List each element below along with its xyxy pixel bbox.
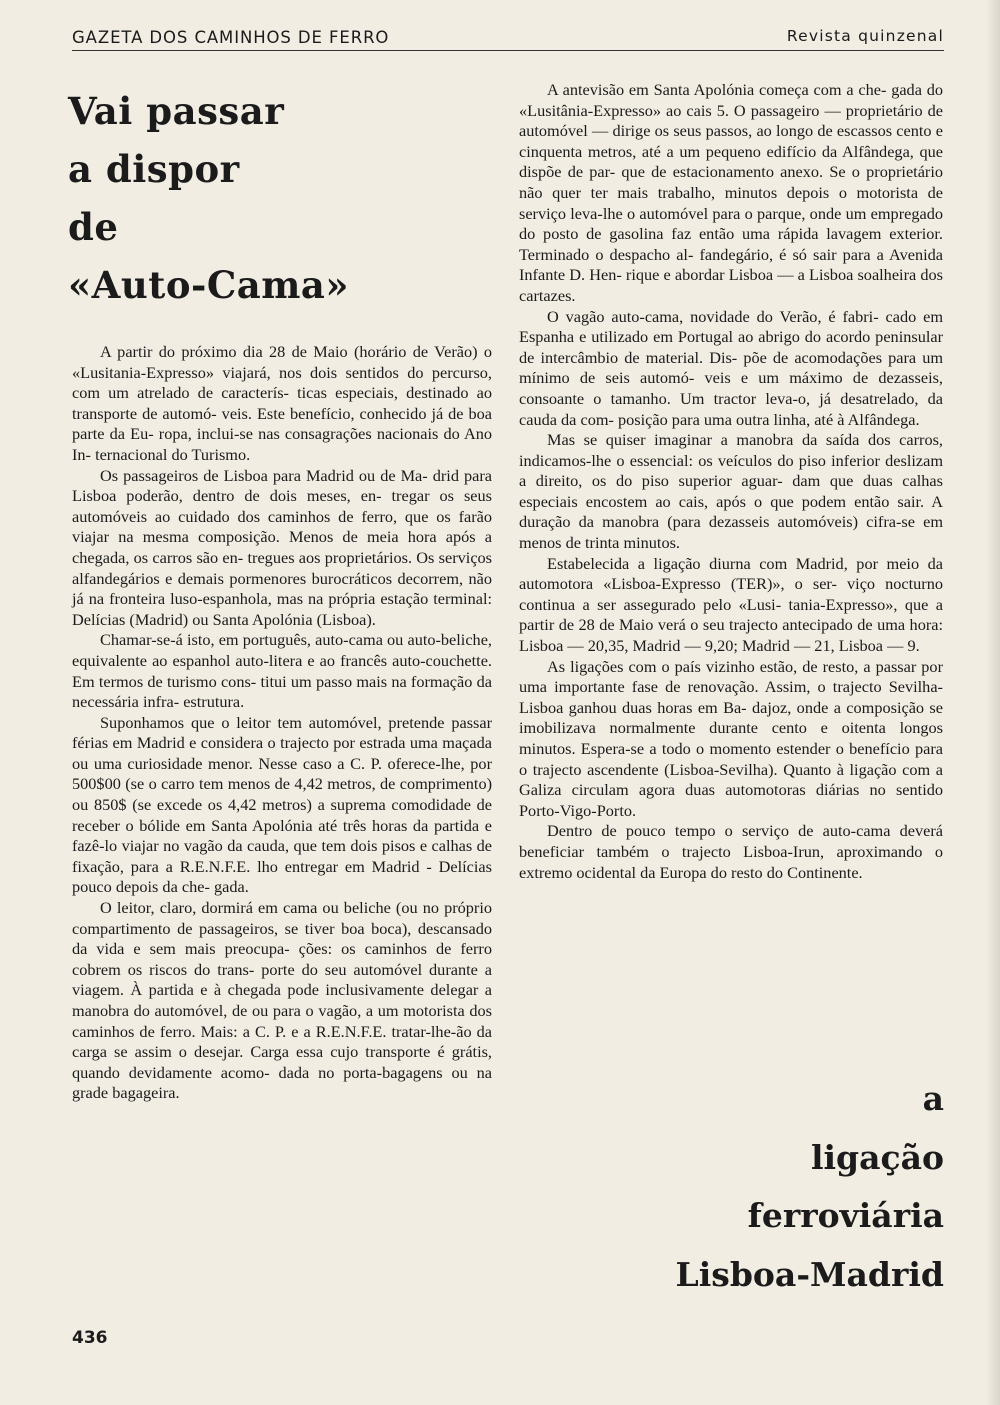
text-line: minutos. [623,533,680,553]
text-line: tregues aos proprietários. Os serviços alfandegários [72,547,493,588]
title-line: de [68,205,119,249]
text-line: drid para Lisboa poderão, dentro de dois meses, en- [72,465,493,506]
text-line: entregar em Madrid - Delícias pouco depois da che- [72,856,492,897]
text-line: e à chegada pode inclusivamente delegar a manobra [72,980,492,1020]
text-line: fandegário, é só sair para a Avenida Infante D. Hen- [519,244,943,285]
text-line: carros, indicamos-lhe o essencial: os veículos do piso [519,430,943,470]
text-line: ticas especiais, destinado ao transporte de automó- [72,383,492,423]
text-line: veis. Este benefício, conhecido já de boa parte da Eu- [72,403,493,444]
text-line: Dentro de pouco tempo o serviço de auto-cama [547,821,891,841]
text-line: O leitor, claro, dormirá em cama ou beliche (ou [100,898,418,918]
text-line: Os passageiros de Lisboa para Madrid ou de Ma- [100,465,428,485]
text-line: Chamar-se-á isto, em português, auto-cama ou [100,630,404,650]
text-line: O vagão auto-cama, novidade do Verão, é fabri- [547,306,879,326]
text-line: todo o momento estender o benefício para o trajecto [519,739,943,779]
text-line: (se excede os 4,42 metros) a suprema comodidade de [132,795,492,815]
text-line: rique e abordar Lisboa — a Lisboa soalheira dos [625,265,943,285]
text-line: Verão) o «Lusitania-Expresso» viajará, nos dois [72,342,493,382]
text-line: tratar-lhe-ão da carga se assim o desejar. Carga essa [72,1021,492,1062]
left-text-column [72,342,492,1104]
paragraph [72,342,492,466]
article-subtitle [564,1070,944,1304]
text-line: do acordo peninsular de intercâmbio de material. Dis- [519,327,944,367]
text-line: o trajecto Sevilha-Lisboa ganhou duas horas em Ba- [519,677,943,717]
text-line: titui um passo mais na formação da necessária infra- [72,671,492,712]
text-line: a Galiza circulam agora duas automotoras diárias [519,759,943,800]
text-line: inferior deslizam a direito, os do piso superior aguar- [519,450,943,491]
text-line: Nesse caso a C. P. oferece-lhe, por 500$00 (se o carro [72,753,492,794]
text-line: Madrid — 9,20; Madrid — 21, Lisboa — 9. [632,636,920,656]
title-line: Vai passar [68,89,285,133]
text-line: dos caminhos de ferro. Mais: a C. P. e a R.E.N.F.E. [72,1001,492,1041]
text-line: tregar os seus automóveis ao cuidado dos caminhos [72,486,492,526]
text-line: põe de acomodações para um mínimo de seis automó- [519,347,943,388]
text-line: ções: os caminhos de ferro cobrem os riscos do trans- [72,939,492,979]
text-line: ropa, inclui-se nas consagrações nacionais do Ano In- [72,424,492,464]
text-line: porte do seu automóvel durante a viagem. À partida [72,959,492,1000]
text-line: Menos de meia hora após a chegada, os carros são en- [72,527,493,567]
text-line: o que podem então sair. A duração da manobra (para [519,491,943,532]
text-line: As ligações com o país vizinho estão, de resto, a [547,656,871,676]
paragraph [519,430,943,554]
publication-name: GAZETA DOS CAMINHOS DE FERRO [72,28,390,47]
subtitle-line: ligação [810,1137,944,1177]
text-line: dam que duas calhas especiais encostem ao cais, após [519,471,943,511]
text-line: cujo transporte é grátis, quando devidamente acomo- [72,1042,493,1082]
text-line: seu trajecto antecipado de uma hora: Lisboa — 20,35, [519,615,944,656]
text-line: viço nocturno continua a ser assegurado pelo «Lusi- [519,574,943,614]
text-line: Um tractor leva-o, já desatrelado, da cauda da com- [519,388,944,429]
subtitle-line: ferroviária [747,1196,944,1235]
page-fold-shadow [986,0,1000,1405]
paragraph [72,898,492,1104]
text-line: passar férias em Madrid e considera o trajecto por [72,712,493,753]
text-line: estrutura. [183,692,245,712]
article-title [68,82,488,314]
text-line: passar por uma importante fase de renovação. Assim, [519,656,943,697]
right-text-column [519,80,943,883]
text-line: meio da automotora «Lisboa-Expresso (TER)», o ser- [519,553,943,594]
text-line: um empregado do posto de gasolina faz então uma [519,203,943,244]
text-line: francês auto-couchette. Em termos de turismo cons- [72,650,493,691]
paragraph [519,554,943,657]
text-line: dezasseis automóveis) cifra-se em menos de trinta [519,512,944,553]
title-line: a dispor [68,147,240,191]
text-line: Estabelecida a ligação diurna com Madrid, por [547,553,879,573]
text-line: do automóvel, de ou para o vagão, a um motorista [133,1001,465,1020]
text-line: no próprio compartimento de passageiros, se tiver [72,898,492,938]
text-line: dois pisos e calhas de fixação, para a R.E.N.F.E. lho [72,836,493,876]
paragraph [519,80,943,307]
text-line: tania-Expresso», que a partir de 28 de Maio verá o [519,594,944,635]
text-line: estrada uma maçada ou uma curiosidade menor. [72,733,492,773]
text-line: do Continente. [766,862,863,882]
text-line: gada do «Lusitânia-Expresso» ao cais 5. O passageiro [519,80,943,120]
text-line: aproximando o extremo ocidental da Europa do resto [519,841,943,882]
title-line: «Auto-Cama» [68,263,350,307]
text-line: — proprietário de automóvel — dirige os seus passos, [519,100,944,141]
text-line: boa boca), descansado da vida e sem mais preocupa- [72,918,492,959]
text-line: de serviço leva-lhe o automóvel para o parque, onde [519,182,944,223]
text-line: posição para uma outra linha, até à Alfândega. [618,409,920,429]
page-number: 436 [72,1328,108,1348]
text-line: partida e fazê-lo viajar no vagão da cauda, que tem [72,815,492,856]
text-line: auto-beliche, equivalente ao espanhol auto-litera e ao [72,630,492,670]
text-line: veis e um máximo de dezasseis, consoante o tamanho. [519,368,944,408]
paragraph [72,630,492,712]
subtitle-line: a [922,1079,944,1118]
paragraph [72,466,492,631]
text-line: ascendente (Lisboa-Sevilha). Quanto à ligação com [587,759,931,779]
text-line: e demais pormenores burocráticos decorrem, não já [72,568,492,609]
text-line: Mas se quiser imaginar a manobra da saída dos [547,430,891,450]
paragraph [72,713,492,898]
text-line: rápida lavagem exterior. Terminado o despacho al- [519,224,943,264]
text-line: receber o bólide em Santa Apolónia até três horas da [72,815,429,835]
text-line: que de estacionamento anexo. Se o proprietário não [519,162,944,202]
text-line: (Lisboa). [316,609,376,629]
text-line: na fronteira luso-espanhola, mas na própria estação [88,589,429,609]
text-line: gada. [213,877,249,897]
text-line: de ferro, que os farão viajar na mesma composição. [72,506,492,547]
text-line: cartazes. [519,285,576,305]
text-line: cado em Espanha e utilizado em Portugal ao abrigo [519,306,944,347]
text-line: sentidos do percurso, com um atrelado de caracterís- [72,362,492,403]
publication-periodicity: Revista quinzenal [786,27,944,45]
text-line: durante cento e oitenta longos minutos. Espera-se a [519,718,944,758]
paragraph [519,307,943,431]
text-line: no sentido Porto-Vigo-Porto. [519,780,944,820]
text-line: dajoz, onde a composição se imobilizava normalmente [519,697,943,738]
text-line: terminal: Delícias (Madrid) ou Santa Apolónia [72,589,492,629]
text-line: quer ter mais trabalho, minutos depois o motorista [552,182,919,202]
page-header [72,26,944,51]
text-line: deverá beneficiar também o trajecto Lisboa-Irun, [519,821,943,861]
text-line: ao longo de escassos cento e cinquenta metros, até a [519,121,944,161]
text-line: tem menos de 4,42 metros, de comprimento) ou 850$ [72,774,493,815]
text-line: dada no porta-bagagens ou na grade bagageira. [72,1062,492,1103]
text-line: A partir do próximo dia 28 de Maio (horário de [100,342,429,361]
text-line: A antevisão em Santa Apolónia começa com a che- [547,80,887,99]
text-line: Suponhamos que o leitor tem automóvel, pretende [100,712,445,732]
paragraph [519,821,943,883]
paragraph [519,657,943,822]
text-line: um pequeno edifício da Alfândega, que dispõe de par- [519,141,943,182]
text-line: ternacional do Turismo. [95,444,251,464]
subtitle-line: Lisboa-Madrid [675,1254,944,1294]
